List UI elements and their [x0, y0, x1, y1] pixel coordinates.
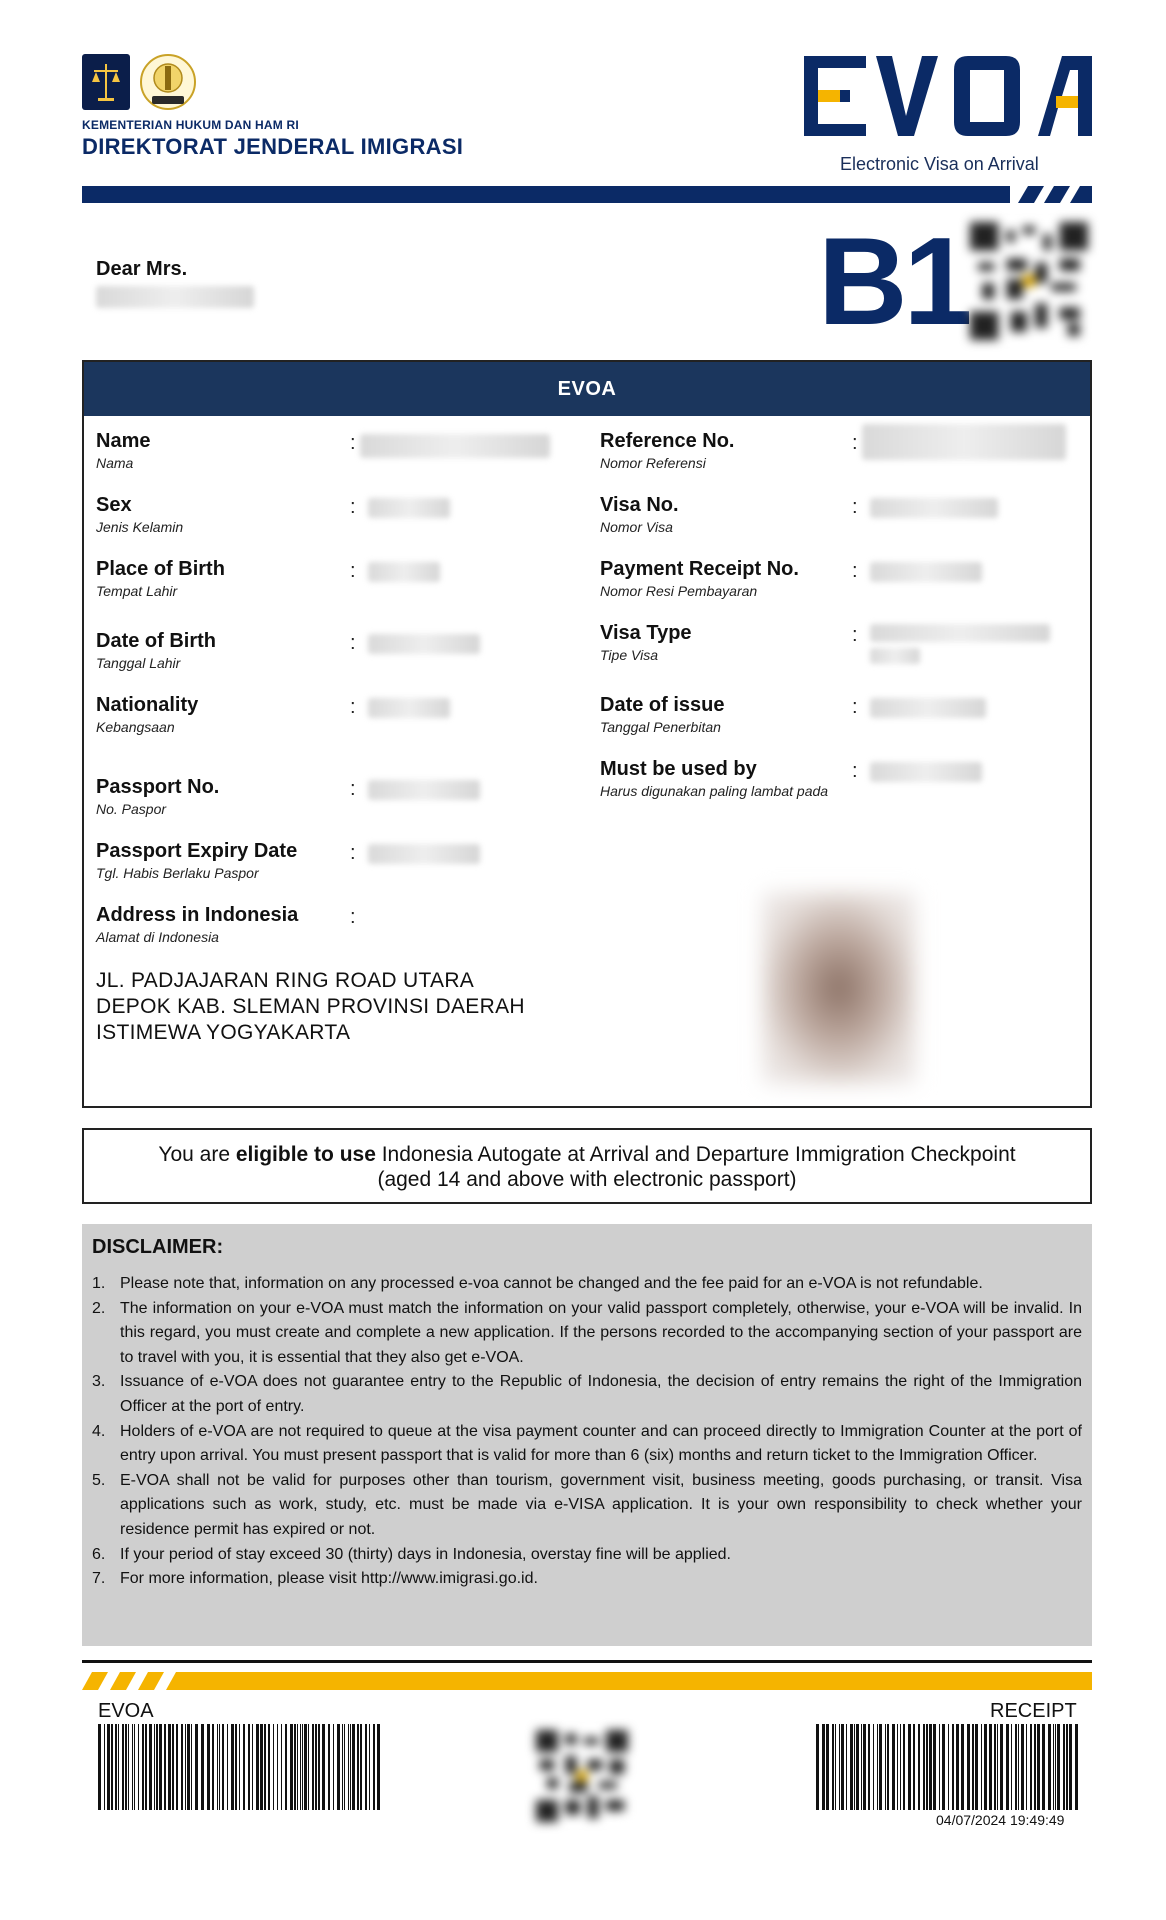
field-address-sublabel: Alamat di Indonesia: [96, 929, 219, 945]
field-address-label: Address in Indonesia: [96, 904, 299, 926]
barcode-bar: [187, 1724, 190, 1810]
barcode-bar: [98, 1724, 101, 1810]
barcode-bar: [948, 1724, 949, 1810]
field-payment-receipt-label: Payment Receipt No.: [600, 558, 799, 580]
barcode-bar: [1048, 1724, 1051, 1810]
field-payment-receipt-value-redacted: [870, 562, 982, 582]
barcode-bar: [207, 1724, 210, 1810]
field-place-of-birth-colon: :: [350, 560, 356, 582]
barcode-bar: [956, 1724, 959, 1810]
barcode-bar: [839, 1724, 840, 1810]
barcode-bar: [900, 1724, 901, 1810]
barcode-bar: [897, 1724, 898, 1810]
ministry-name: KEMENTERIAN HUKUM DAN HAM RI: [82, 118, 299, 132]
ministry-logo: [82, 54, 130, 110]
barcode-bar: [212, 1724, 214, 1810]
barcode-bar: [1066, 1724, 1068, 1810]
field-date-of-birth-value-redacted: [368, 634, 480, 654]
barcode-bar: [300, 1724, 301, 1810]
barcode-bar: [281, 1724, 282, 1810]
barcode-bar: [252, 1724, 253, 1810]
field-passport-no-value-redacted: [368, 780, 480, 800]
barcode-bar: [322, 1724, 325, 1810]
barcode-bar: [134, 1724, 135, 1810]
barcode-bar: [994, 1724, 996, 1810]
barcode-bar: [191, 1724, 192, 1810]
field-reference-no-value-redacted: [862, 424, 1066, 460]
field-reference-no-label: Reference No.: [600, 430, 735, 452]
barcode-bar: [344, 1724, 345, 1810]
barcode-bar: [149, 1724, 152, 1810]
qr-code-icon: [970, 222, 1088, 340]
barcode-bar: [181, 1724, 183, 1810]
disclaimer-item: 5. E-VOA shall not be valid for purposes other than tourism, government visit, business meeting, goods purchasing, or transit. Visa applications such as work, study, etc. must be made via e-VISA application. It is your own responsibility to check whether your residence permit has expired or not.: [92, 1471, 1082, 1538]
barcode-bar: [176, 1724, 178, 1810]
barcode-bar: [1055, 1724, 1056, 1810]
barcode-bar: [337, 1724, 340, 1810]
barcode-bar: [357, 1724, 359, 1810]
directorate-name: DIREKTORAT JENDERAL IMIGRASI: [82, 134, 464, 159]
field-name-label: Name: [96, 430, 151, 452]
autogate-text-bold: eligible to use: [235, 1143, 376, 1166]
barcode-bar: [942, 1724, 945, 1810]
barcode-bar: [850, 1724, 853, 1810]
barcode-bar: [118, 1724, 119, 1810]
barcode-bar: [1011, 1724, 1012, 1810]
barcode-bar: [923, 1724, 925, 1810]
salutation: Dear Mrs.: [96, 258, 188, 280]
barcode-bar: [268, 1724, 270, 1810]
barcode-bar: [373, 1724, 375, 1810]
barcode-bar: [156, 1724, 158, 1810]
field-visa-type-value-redacted-line1: [870, 624, 1050, 642]
barcode-bar: [377, 1724, 380, 1810]
barcode-bar: [227, 1724, 228, 1810]
barcode-bar: [984, 1724, 987, 1810]
barcode-bar: [816, 1724, 819, 1810]
barcode-bar: [342, 1724, 343, 1810]
field-sex-label: Sex: [96, 494, 132, 516]
barcode-bar: [1015, 1724, 1017, 1810]
field-nationality-value-redacted: [368, 698, 450, 718]
autogate-text-post: Indonesia Autogate at Arrival and Departure Immigration Checkpoint: [375, 1143, 1016, 1166]
barcode-bar: [277, 1724, 278, 1810]
barcode-bar: [365, 1724, 367, 1810]
field-place-of-birth-value-redacted: [368, 562, 440, 582]
field-nationality-colon: :: [350, 696, 356, 718]
disclaimer-item: 7. For more information, please visit http://www.imigrasi.go.id.: [92, 1570, 538, 1588]
barcode-bar: [328, 1724, 330, 1810]
barcode-bar: [312, 1724, 314, 1810]
barcode-bar: [333, 1724, 334, 1810]
barcode-bar: [929, 1724, 932, 1810]
barcode-bar: [111, 1724, 113, 1810]
autogate-text-line2: (aged 14 and above with electronic passport): [377, 1168, 797, 1191]
barcode-bar: [125, 1724, 127, 1810]
barcode-bar: [308, 1724, 309, 1810]
barcode-bar: [856, 1724, 859, 1810]
autogate-text-pre: You are: [158, 1143, 236, 1166]
visa-class-badge: B1: [818, 213, 969, 351]
barcode-bar: [164, 1724, 166, 1810]
scales-emblem-icon: [88, 60, 124, 104]
barcode-bar: [273, 1724, 274, 1810]
barcode-bar: [294, 1724, 296, 1810]
barcode-bar: [304, 1724, 307, 1810]
barcode-bar: [989, 1724, 992, 1810]
barcode-bar: [290, 1724, 293, 1810]
barcode-bar: [128, 1724, 129, 1810]
barcode-bar: [967, 1724, 970, 1810]
disclaimer-item: 6. If your period of stay exceed 30 (thirty) days in Indonesia, overstay fine will be applied.: [92, 1545, 731, 1563]
barcode-bar: [239, 1724, 240, 1810]
barcode-bar: [822, 1724, 825, 1810]
field-sex-value-redacted: [368, 498, 450, 518]
barcode-bar: [1063, 1724, 1065, 1810]
field-passport-no-label: Passport No.: [96, 776, 220, 798]
barcode-bar: [243, 1724, 245, 1810]
barcode-bar: [892, 1724, 895, 1810]
field-date-of-birth-colon: :: [350, 632, 356, 654]
barcode-bar: [997, 1724, 998, 1810]
field-visa-no-label: Visa No.: [600, 494, 679, 516]
barcode-bar: [122, 1724, 124, 1810]
barcode-bar: [185, 1724, 186, 1810]
barcode-bar: [168, 1724, 171, 1810]
barcode-bar: [975, 1724, 978, 1810]
receipt-barcode-icon: [816, 1724, 1078, 1810]
barcode-bar: [104, 1724, 105, 1810]
field-passport-no-colon: :: [350, 778, 356, 800]
barcode-bar: [832, 1724, 834, 1810]
field-passport-no-sublabel: No. Paspor: [96, 801, 167, 817]
redacted-recipient-name: [96, 286, 254, 308]
field-visa-type-label: Visa Type: [600, 622, 692, 644]
panel-title: EVOA: [84, 362, 1090, 416]
disclaimer-item: 1. Please note that, information on any processed e-voa cannot be changed and the fee paid for an e-VOA is not refundable.: [92, 1275, 983, 1292]
barcode-bar: [360, 1724, 362, 1810]
barcode-bar: [879, 1724, 882, 1810]
barcode-bar: [933, 1724, 936, 1810]
barcode-bar: [195, 1724, 198, 1810]
barcode-bar: [260, 1724, 263, 1810]
field-place-of-birth-label: Place of Birth: [96, 558, 225, 580]
barcode-bar: [350, 1724, 351, 1810]
barcode-bar: [231, 1724, 234, 1810]
evoa-barcode-icon: [98, 1724, 380, 1810]
field-date-of-birth-label: Date of Birth: [96, 630, 216, 652]
field-name-sublabel: Nama: [96, 455, 134, 471]
barcode-bar: [873, 1724, 874, 1810]
barcode-bar: [1030, 1724, 1032, 1810]
barcode-bar: [885, 1724, 886, 1810]
barcode-bar: [841, 1724, 844, 1810]
field-visa-no-value-redacted: [870, 498, 998, 518]
barcode-bar: [1034, 1724, 1036, 1810]
field-must-be-used-by-sublabel: Harus digunakan paling lambat pada: [600, 783, 829, 799]
barcode-bar: [222, 1724, 224, 1810]
barcode-bar: [256, 1724, 259, 1810]
barcode-bar: [1000, 1724, 1003, 1810]
footer-yellow-stripe: [82, 1672, 1092, 1690]
barcode-bar: [1006, 1724, 1009, 1810]
field-visa-type-value-redacted-line2: [870, 648, 920, 664]
barcode-bar: [854, 1724, 855, 1810]
barcode-bar: [159, 1724, 162, 1810]
barcode-bar: [142, 1724, 144, 1810]
barcode-bar: [1021, 1724, 1024, 1810]
field-name-value-redacted: [360, 434, 550, 458]
field-must-be-used-by-colon: :: [852, 760, 858, 782]
field-must-be-used-by-value-redacted: [870, 762, 982, 782]
barcode-bar: [154, 1724, 155, 1810]
field-date-of-issue-label: Date of issue: [600, 694, 725, 716]
barcode-bar: [172, 1724, 174, 1810]
barcode-bar: [297, 1724, 298, 1810]
barcode-bar: [138, 1724, 139, 1810]
barcode-bar: [926, 1724, 928, 1810]
disclaimer-title: DISCLAIMER:: [92, 1236, 224, 1258]
receipt-timestamp: 04/07/2024 19:49:49: [936, 1812, 1065, 1828]
barcode-bar: [1042, 1724, 1045, 1810]
barcode-bar: [1069, 1724, 1072, 1810]
barcode-bar: [861, 1724, 862, 1810]
field-passport-expiry-value-redacted: [368, 844, 480, 864]
barcode-bar: [826, 1724, 829, 1810]
barcode-bar: [887, 1724, 889, 1810]
address-value: JL. PADJAJARAN RING ROAD UTARA DEPOK KAB. SLEMAN PROVINSI DAERAH ISTIMEWA YOGYAKARTA: [96, 969, 525, 1044]
barcode-bar: [1053, 1724, 1054, 1810]
applicant-photo-redacted: [762, 892, 916, 1084]
header-divider-stripe: [82, 186, 1092, 203]
field-passport-expiry-label: Passport Expiry Date: [96, 840, 298, 862]
barcode-bar: [1057, 1724, 1060, 1810]
barcode-bar: [115, 1724, 117, 1810]
barcode-bar: [302, 1724, 303, 1810]
barcode-bar: [868, 1724, 870, 1810]
barcode-bar: [315, 1724, 317, 1810]
barcode-bar: [877, 1724, 878, 1810]
field-date-of-issue-value-redacted: [870, 698, 986, 718]
field-visa-type-sublabel: Tipe Visa: [600, 647, 658, 663]
footer-qr-code-icon: [536, 1730, 628, 1822]
barcode-bar: [952, 1724, 954, 1810]
barcode-bar: [961, 1724, 964, 1810]
barcode-bar: [863, 1724, 866, 1810]
barcode-bar: [107, 1724, 110, 1810]
autogate-eligibility-notice: [82, 1128, 1092, 1204]
field-sex-sublabel: Jenis Kelamin: [96, 519, 184, 535]
barcode-bar: [217, 1724, 218, 1810]
barcode-bar: [981, 1724, 982, 1810]
barcode-bar: [352, 1724, 355, 1810]
field-reference-no-sublabel: Nomor Referensi: [600, 455, 706, 471]
disclaimer-item: 3. Issuance of e-VOA does not guarantee entry to the Republic of Indonesia, the decision of entry remains the right of the Immigration Officer at the port of entry.: [92, 1373, 1082, 1415]
barcode-bar: [219, 1724, 220, 1810]
footer-divider: [82, 1660, 1092, 1663]
barcode-bar: [972, 1724, 974, 1810]
field-nationality-label: Nationality: [96, 694, 199, 716]
field-passport-expiry-colon: :: [350, 842, 356, 864]
field-payment-receipt-colon: :: [852, 560, 858, 582]
field-nationality-sublabel: Kebangsaan: [96, 719, 175, 735]
disclaimer-item: 2. The information on your e-VOA must match the information on your valid passport completely, otherwise, your e-VOA will be invalid. In this regard, you must create and complete a new application. If the persons recorded to the accompanying section of your passport are to travel with you, it is essential that they also get e-VOA.: [92, 1299, 1082, 1366]
evoa-tagline: Electronic Visa on Arrival: [840, 154, 1039, 174]
barcode-bar: [201, 1724, 204, 1810]
field-visa-no-colon: :: [852, 496, 858, 518]
barcode-bar: [285, 1724, 287, 1810]
barcode-bar: [903, 1724, 905, 1810]
barcode-bar: [235, 1724, 237, 1810]
field-visa-type-colon: :: [852, 624, 858, 646]
barcode-bar: [348, 1724, 349, 1810]
barcode-bar: [1037, 1724, 1040, 1810]
field-address-colon: :: [350, 906, 356, 928]
barcode-bar: [1026, 1724, 1027, 1810]
field-payment-receipt-sublabel: Nomor Resi Pembayaran: [600, 583, 758, 599]
immigration-seal-icon: [138, 52, 198, 112]
barcode-bar: [913, 1724, 915, 1810]
disclaimer-list: [92, 1272, 1082, 1592]
barcode-bar: [132, 1724, 133, 1810]
barcode-bar: [918, 1724, 920, 1810]
barcode-bar: [1075, 1724, 1078, 1810]
receipt-barcode-label: RECEIPT: [990, 1700, 1077, 1722]
field-sex-colon: :: [350, 496, 356, 518]
barcode-bar: [1018, 1724, 1019, 1810]
barcode-bar: [939, 1724, 940, 1810]
field-passport-expiry-sublabel: Tgl. Habis Berlaku Paspor: [96, 865, 259, 881]
field-date-of-issue-colon: :: [852, 696, 858, 718]
barcode-bar: [835, 1724, 836, 1810]
field-name-colon: :: [350, 432, 356, 454]
barcode-bar: [318, 1724, 320, 1810]
disclaimer-item: 4. Holders of e-VOA are not required to queue at the visa payment counter and can proceed directly to Immigration Counter at the port of entry upon arrival. You must present passport that is valid for more than 6 (six) months and return ticket to the Immigration Officer.: [92, 1422, 1082, 1465]
barcode-bar: [248, 1724, 250, 1810]
evoa-barcode-label: EVOA: [98, 1700, 154, 1722]
field-reference-no-colon: :: [852, 432, 858, 454]
barcode-bar: [369, 1724, 370, 1810]
field-date-of-birth-sublabel: Tanggal Lahir: [96, 655, 181, 671]
barcode-bar: [846, 1724, 847, 1810]
barcode-bar: [908, 1724, 911, 1810]
evoa-logo: [800, 46, 1096, 146]
field-place-of-birth-sublabel: Tempat Lahir: [96, 583, 178, 599]
field-must-be-used-by-label: Must be used by: [600, 758, 757, 780]
barcode-bar: [145, 1724, 147, 1810]
field-date-of-issue-sublabel: Tanggal Penerbitan: [600, 719, 721, 735]
field-visa-no-sublabel: Nomor Visa: [600, 519, 673, 535]
barcode-bar: [264, 1724, 266, 1810]
